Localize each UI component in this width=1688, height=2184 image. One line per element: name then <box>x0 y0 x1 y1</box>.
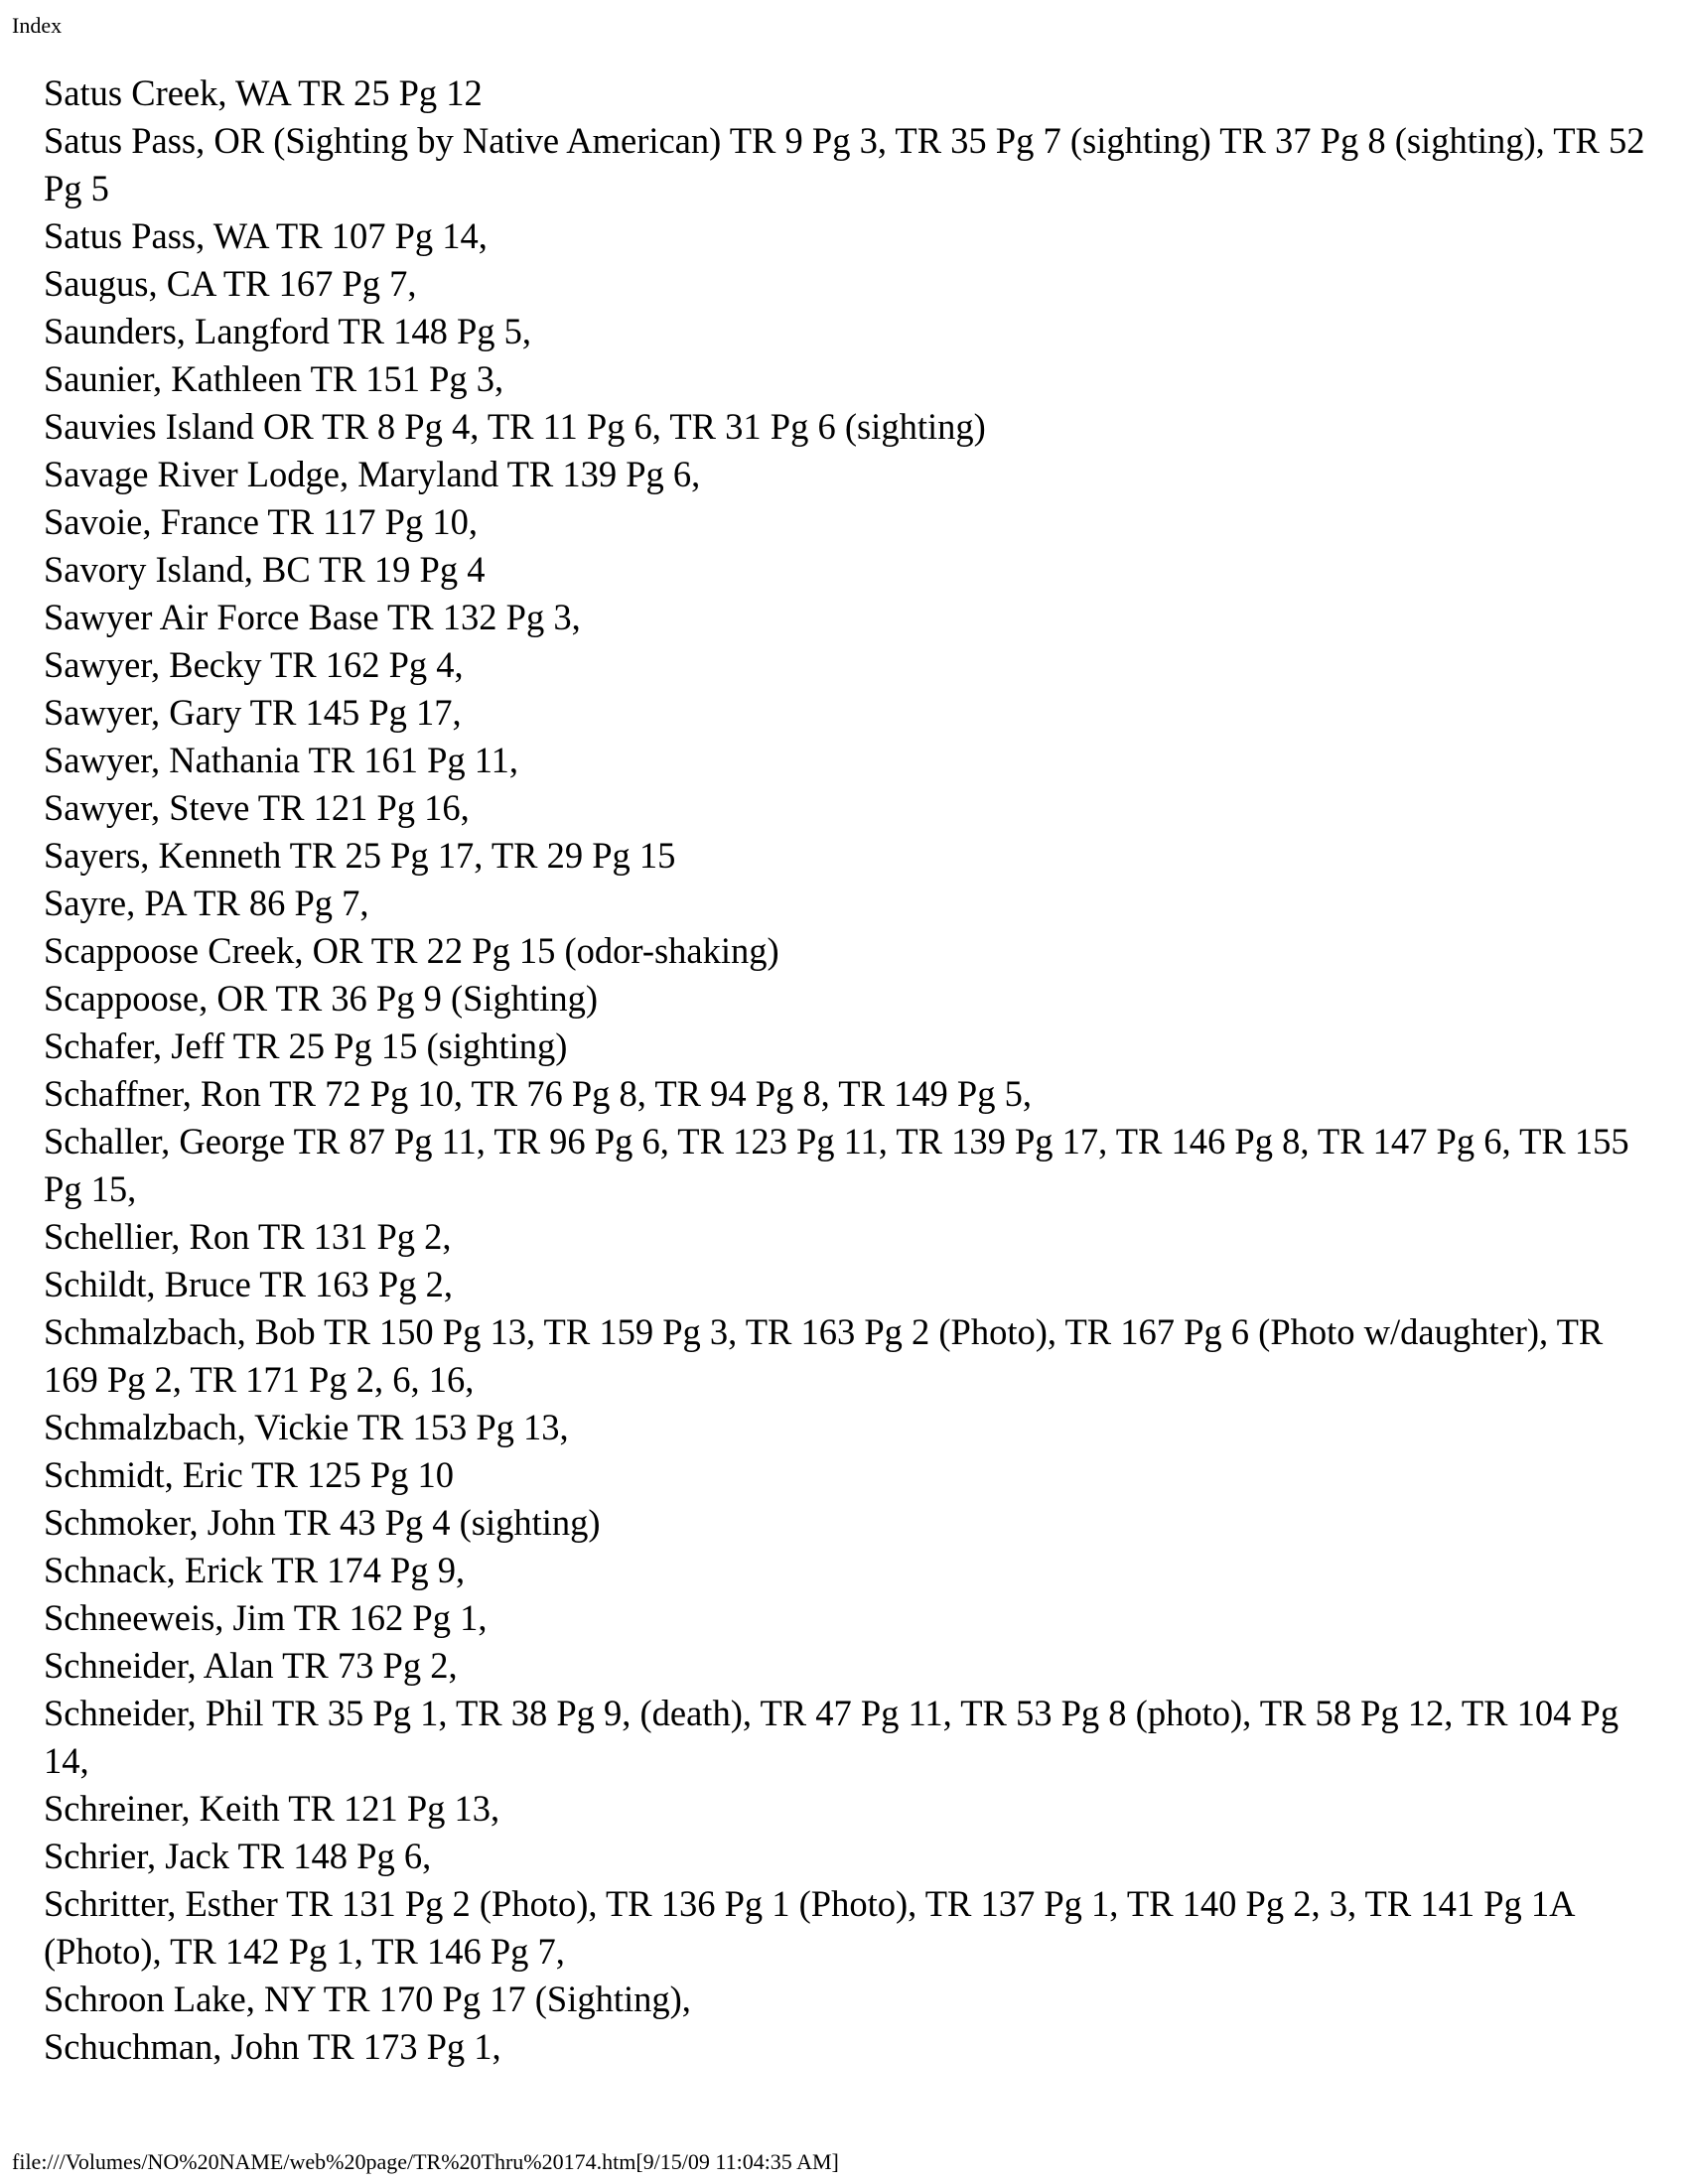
index-entry: Schreiner, Keith TR 121 Pg 13, <box>44 1788 500 1829</box>
index-entry: Schneider, Phil TR 35 Pg 1, TR 38 Pg 9, (death), TR 47 Pg 11, TR 53 Pg 8 (photo), TR 58 Pg 12, TR 104 Pg 14, <box>44 1693 1619 1781</box>
index-entry: Sawyer, Steve TR 121 Pg 16, <box>44 787 470 828</box>
index-entry: Schmidt, Eric TR 125 Pg 10 <box>44 1454 454 1495</box>
index-entry: Sayers, Kenneth TR 25 Pg 17, TR 29 Pg 15 <box>44 835 676 876</box>
index-entry: Schafer, Jeff TR 25 Pg 15 (sighting) <box>44 1025 568 1066</box>
index-entry: Schmalzbach, Vickie TR 153 Pg 13, <box>44 1407 569 1447</box>
page-source-footer: file:///Volumes/NO%20NAME/web%20page/TR%20Thru%20174.htm[9/15/09 11:04:35 AM] <box>12 2149 839 2174</box>
index-entry: Sayre, PA TR 86 Pg 7, <box>44 883 369 923</box>
index-entry: Schritter, Esther TR 131 Pg 2 (Photo), TR 136 Pg 1 (Photo), TR 137 Pg 1, TR 140 Pg 2, 3, TR 141 Pg 1A (Photo), TR 142 Pg 1, TR 146 Pg 7, <box>44 1883 1574 1972</box>
page-title: Index <box>12 13 63 38</box>
index-entry: Savory Island, BC TR 19 Pg 4 <box>44 549 486 590</box>
index-entry: Sawyer, Becky TR 162 Pg 4, <box>44 644 464 685</box>
index-entry: Sawyer Air Force Base TR 132 Pg 3, <box>44 597 581 637</box>
index-entry: Schrier, Jack TR 148 Pg 6, <box>44 1836 432 1876</box>
index-entry: Savoie, France TR 117 Pg 10, <box>44 501 478 542</box>
index-entry: Savage River Lodge, Maryland TR 139 Pg 6, <box>44 454 701 494</box>
index-entry: Schmalzbach, Bob TR 150 Pg 13, TR 159 Pg 3, TR 163 Pg 2 (Photo), TR 167 Pg 6 (Photo w/daughter), TR 169 Pg 2, TR 171 Pg 2, 6, 16, <box>44 1311 1604 1400</box>
index-entry: Schneider, Alan TR 73 Pg 2, <box>44 1645 458 1686</box>
index-entry: Schellier, Ron TR 131 Pg 2, <box>44 1216 452 1257</box>
index-entry: Satus Creek, WA TR 25 Pg 12 <box>44 72 483 113</box>
index-entry: Schaller, George TR 87 Pg 11, TR 96 Pg 6, TR 123 Pg 11, TR 139 Pg 17, TR 146 Pg 8, TR 147 Pg 6, TR 155 Pg 15, <box>44 1121 1629 1209</box>
index-entry-list <box>44 69 1652 2071</box>
index-entry: Sauvies Island OR TR 8 Pg 4, TR 11 Pg 6, TR 31 Pg 6 (sighting) <box>44 406 986 447</box>
index-entry: Schuchman, John TR 173 Pg 1, <box>44 2026 501 2067</box>
index-entry: Saunders, Langford TR 148 Pg 5, <box>44 311 532 351</box>
index-entry: Schneeweis, Jim TR 162 Pg 1, <box>44 1597 488 1638</box>
index-entry: Schmoker, John TR 43 Pg 4 (sighting) <box>44 1502 601 1543</box>
index-entry: Saugus, CA TR 167 Pg 7, <box>44 263 417 304</box>
index-entry: Satus Pass, WA TR 107 Pg 14, <box>44 215 488 256</box>
index-entry: Schnack, Erick TR 174 Pg 9, <box>44 1550 466 1590</box>
index-entry: Sawyer, Nathania TR 161 Pg 11, <box>44 740 519 780</box>
index-entry: Scappoose Creek, OR TR 22 Pg 15 (odor-shaking) <box>44 930 779 971</box>
index-entry: Satus Pass, OR (Sighting by Native American) TR 9 Pg 3, TR 35 Pg 7 (sighting) TR 37 Pg 8 (sighting), TR 52 Pg 5 <box>44 120 1645 208</box>
index-entry: Saunier, Kathleen TR 151 Pg 3, <box>44 358 504 399</box>
index-entry: Scappoose, OR TR 36 Pg 9 (Sighting) <box>44 978 598 1019</box>
index-entry: Schaffner, Ron TR 72 Pg 10, TR 76 Pg 8, TR 94 Pg 8, TR 149 Pg 5, <box>44 1073 1032 1114</box>
index-entry: Sawyer, Gary TR 145 Pg 17, <box>44 692 462 733</box>
index-entry: Schildt, Bruce TR 163 Pg 2, <box>44 1264 453 1304</box>
index-entry: Schroon Lake, NY TR 170 Pg 17 (Sighting), <box>44 1979 691 2019</box>
